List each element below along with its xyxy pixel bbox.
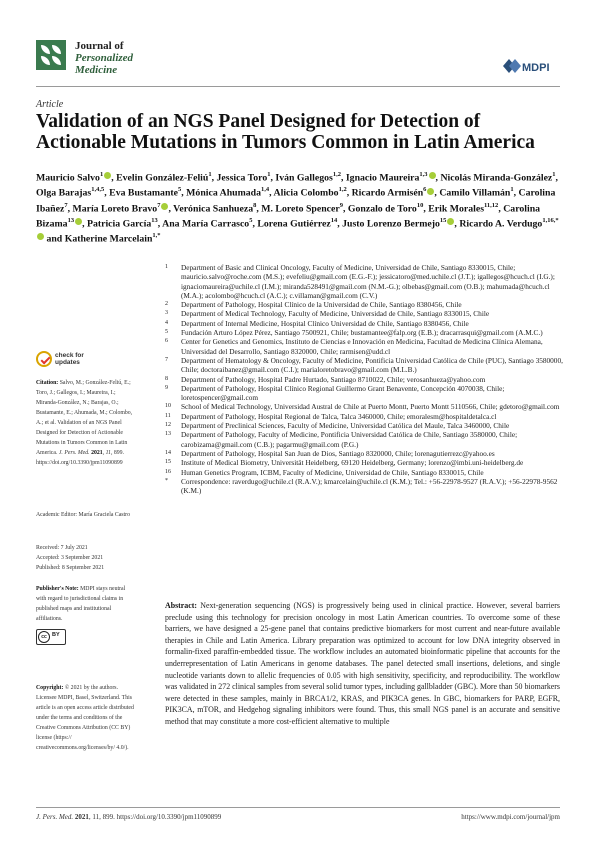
author-name[interactable]: Mauricio Salvo bbox=[36, 172, 100, 184]
abstract-label: Abstract: bbox=[165, 601, 197, 610]
footer-journal: J. Pers. Med. bbox=[36, 813, 74, 821]
author-name[interactable]: Ricardo Armisén bbox=[351, 187, 424, 199]
affiliation-item bbox=[165, 319, 565, 328]
check-updates-label: check for updates bbox=[55, 352, 84, 366]
author-affiliation-marker: 13 bbox=[151, 216, 158, 224]
affiliation-text: Department of Pathology, Hospital Clínico Regional Guillermo Grant Benavente, Concepción 4070038, Chile; loretospencer@gmail.com bbox=[181, 383, 505, 403]
author-affiliation-marker: 1,4 bbox=[261, 186, 270, 194]
affiliation-item bbox=[165, 300, 565, 309]
affiliation-number: 8 bbox=[165, 375, 168, 382]
author-name[interactable]: Justo Lorenzo Bermejo bbox=[342, 218, 440, 230]
footer-journal-link[interactable]: https://www.mdpi.com/journal/jpm bbox=[461, 813, 560, 821]
publisher-note-text: MDPI stays neutral with regard to jurisdictional claims in published maps and institutional affiliations. bbox=[36, 586, 126, 622]
affiliation-item bbox=[165, 421, 565, 430]
journal-name[interactable] bbox=[75, 40, 195, 76]
by-icon: BY bbox=[52, 632, 60, 638]
author-affiliation-marker: 1 bbox=[552, 171, 556, 178]
affiliation-text: Human Genetics Program, ICBM, Faculty of Medicine, Universidad de Chile, Santiago 8330015, Chile bbox=[181, 467, 484, 477]
affiliation-text: School of Medical Technology, Universidad Austral de Chile at Puerto Montt, Puerto Montt 5110566, Chile; gdetoro@gmail.com bbox=[181, 402, 560, 412]
published-date: Published: 8 September 2021 bbox=[36, 565, 105, 571]
abstract-text: Next-generation sequencing (NGS) is progressively being used in clinical practice. However, several barriers preclude using this technology for precision oncology in most Latin American countries. To overcome some of these barriers, we have designed a 25-gene panel that contains predictive biomarkers for most current and near-future available therapies in Chile and Latin America. Library preparation was optimized to account for low DNA integrity observed in formalin-fixed paraffin-embedded tissue. The workflow includes an automated bioinformatic pipeline that accounts for the underrepresentation of Latin Americans in genome databases. The panel detected small insertions, deletions, and single nucleotide variants down to allelic frequencies of 0.05 with high sensitivity, specificity, and reproducibility. The workflow was validated in 272 clinical samples from several solid tumor types, including gallbladder (GBC). More than 50 biomarkers were detected in these samples, mainly in BRCA1/2, KRAS, and PIK3CA genes. In GBC, biomarkers for PARP, EGFR, PIK3CA, mTOR, and Hedgehog signaling inhibitors were found. Thus, this small NGS panel is an accurate and sensitive method that may constitute a more cost-efficient alternative to multiple bbox=[165, 601, 560, 726]
article-type: Article bbox=[36, 99, 64, 110]
author-affiliation-marker: 1 bbox=[99, 171, 104, 178]
author-affiliation-marker: 5 bbox=[178, 186, 182, 194]
author-affiliation-marker: 13 bbox=[67, 216, 75, 224]
author-name[interactable]: Patricia García bbox=[86, 218, 152, 230]
affiliation-item bbox=[165, 384, 565, 403]
author-affiliation-marker: 8 bbox=[253, 201, 257, 209]
affiliation-text: Institute of Medical Biometry, Universität Heidelberg, 69120 Heidelberg, Germany; lorenzo@imbi.uni-heidelberg.de bbox=[181, 458, 524, 468]
author-affiliation-marker: 1 bbox=[510, 186, 514, 194]
author-affiliation-marker: 9 bbox=[339, 201, 343, 209]
header-divider bbox=[36, 86, 560, 87]
affiliation-text: Department of Preclinical Sciences, Faculty of Medicine, Universidad Católica del Maule, Talca 3460000, Chile bbox=[181, 421, 510, 431]
affiliation-text: Department of Pathology, Hospital Regional de Talca, Talca 3460000, Chile; emoralesm@hospitaldetalca.cl bbox=[181, 411, 497, 421]
affiliation-list bbox=[165, 263, 565, 495]
affiliation-text: Department of Medical Technology, Faculty of Medicine, Universidad de Chile, Santiago 8330015, Chile bbox=[181, 309, 490, 319]
affiliation-number: 14 bbox=[165, 449, 171, 456]
author-affiliation-marker: 1,2 bbox=[338, 186, 347, 194]
affiliation-item bbox=[165, 328, 565, 337]
affiliation-item bbox=[165, 468, 565, 477]
affiliation-item bbox=[165, 449, 565, 458]
author-name[interactable]: Evelin González-Feliú bbox=[116, 172, 209, 184]
journal-logo bbox=[36, 40, 66, 70]
author-name[interactable]: M. Loreto Spencer bbox=[261, 202, 340, 214]
orcid-icon[interactable] bbox=[427, 188, 434, 195]
affiliation-item bbox=[165, 356, 565, 375]
copyright-block bbox=[36, 683, 136, 753]
dates-block bbox=[36, 543, 136, 573]
affiliation-item bbox=[165, 337, 565, 356]
author-affiliation-marker: 1,3 bbox=[419, 171, 428, 178]
footer-year: 2021 bbox=[74, 813, 89, 821]
affiliation-number: 15 bbox=[165, 459, 171, 466]
footer-citation bbox=[36, 813, 221, 821]
author-affiliation-marker: 15 bbox=[439, 216, 447, 224]
author-affiliation-marker: 10 bbox=[416, 201, 424, 209]
author-name[interactable]: Eva Bustamante bbox=[109, 187, 179, 199]
journal-name-line1: Journal of bbox=[75, 40, 124, 52]
page-title: Validation of an NGS Panel Designed for Detection of Actionable Mutations in Tumors Common in Latin America bbox=[36, 111, 535, 153]
author-name[interactable]: Ignacio Maureira bbox=[345, 172, 420, 184]
orcid-icon[interactable] bbox=[429, 172, 436, 179]
orcid-icon[interactable] bbox=[75, 218, 82, 225]
affiliation-text: Department of Hematology & Oncology, Faculty of Medicine, Pontificia Universidad Católica de Chile (PUC), Santiago 3580000, Chile; doctoraibanez@gmail.com (C.I.); marialoretobravo@gmail.com (M.L.B.) bbox=[181, 355, 563, 375]
author-name[interactable]: Carolina Ibañez bbox=[36, 187, 556, 214]
affiliation-number: 7 bbox=[165, 356, 168, 363]
affiliation-item bbox=[165, 309, 565, 318]
affiliation-text: Department of Pathology, Hospital San Juan de Dios, Santiago 8320000, Chile; lorenagutierrezc@yahoo.es bbox=[181, 448, 495, 458]
received-date: Received: 7 July 2021 bbox=[36, 545, 88, 551]
affiliation-number: 5 bbox=[165, 329, 168, 336]
author-name[interactable]: Ricardo A. Verdugo bbox=[459, 218, 543, 230]
affiliation-number: 4 bbox=[165, 319, 168, 326]
author-affiliation-marker: 1,2 bbox=[332, 171, 341, 178]
orcid-icon[interactable] bbox=[447, 218, 454, 225]
affiliation-number: * bbox=[165, 477, 168, 484]
citation-year: 2021 bbox=[91, 450, 103, 456]
mdpi-logo-text: MDPI bbox=[522, 62, 550, 74]
academic-editor: Academic Editor: María Graciela Castro bbox=[36, 512, 130, 518]
author-name[interactable]: Mónica Ahumada bbox=[186, 187, 262, 199]
affiliation-item bbox=[165, 458, 565, 467]
author-name[interactable]: Verónica Sanhueza bbox=[173, 202, 254, 214]
affiliation-text: Department of Pathology, Hospital Padre Hurtado, Santiago 8710022, Chile; verosanhueza@yahoo.com bbox=[181, 374, 486, 384]
author-affiliation-marker: 1,16,* bbox=[542, 216, 559, 224]
author-name[interactable]: Nicolás Miranda-González bbox=[440, 172, 553, 184]
author-affiliation-marker: 14 bbox=[330, 216, 338, 224]
author-affiliation-marker: 7 bbox=[64, 201, 68, 209]
journal-name-line2: Personalized bbox=[75, 52, 134, 64]
copyright-label: Copyright: bbox=[36, 685, 64, 691]
orcid-icon[interactable] bbox=[104, 172, 111, 179]
author-affiliation-marker: 7 bbox=[157, 201, 161, 209]
footer-divider bbox=[36, 807, 560, 808]
affiliation-item bbox=[165, 402, 565, 411]
mdpi-logo[interactable] bbox=[500, 55, 558, 77]
author-name[interactable]: Jessica Toro bbox=[216, 172, 268, 184]
affiliation-item bbox=[165, 477, 565, 496]
footer-doi-link[interactable]: , 11, 899. https://doi.org/10.3390/jpm11090899 bbox=[88, 813, 222, 821]
affiliation-text: Fundación Arturo López Pérez, Santiago 7500921, Chile; bustamantee@falp.org (E.B.); dracarrasqui@gmail.com (A.M.C.) bbox=[181, 328, 543, 338]
publisher-note-label: Publisher's Note: bbox=[36, 586, 79, 592]
affiliation-item bbox=[165, 412, 565, 421]
affiliation-number: 6 bbox=[165, 338, 168, 345]
affiliation-item bbox=[165, 375, 565, 384]
check-for-updates-button[interactable] bbox=[36, 351, 96, 371]
author-list: Mauricio Salvo$^1$ , Evelin González-Feliú$^1$, Jessica Toro$^1$, Iván Gallegos$^{1,2}$, Ignacio Maureira$^{1,3}$ , Nicolás Miranda-González$^1$, Olga Barajas$^{1,4,5}$, Eva Bustamante$^5$, Mónica Ahumada$^{1,4}$, Alicia Colombo$^{1,2}$, Ricardo Armisén$^6$ , Camilo Villamán$^1$, Carolina Ibañez$^7$, María Loreto Bravo$^7$ , Verónica Sanhueza$^8$, M. Loreto Spencer$^9$, Gonzalo de Toro$^{10}$, Erik Morales$^{11,12}$, Carolina Bizama$^{13}$ , Patricia García$^{13}$, Ana María Carrasco$^5$, Lorena Gutiérrez$^{14}$, Justo Lorenzo Bermejo$^{15}$ , Ricardo A. Verdugo$^{1,16,*}$ and Katherine Marcelain$^{1,*}$ bbox=[36, 171, 559, 245]
affiliation-number: 13 bbox=[165, 431, 171, 438]
author-name[interactable]: Alicia Colombo bbox=[273, 187, 339, 199]
author-name[interactable]: Katherine Marcelain bbox=[64, 233, 153, 245]
citation-doi-link[interactable]: , 899. https://doi.org/10.3390/jpm11090899 bbox=[36, 450, 124, 466]
author-name[interactable]: Olga Barajas bbox=[36, 187, 92, 199]
author-affiliation-marker: 1 bbox=[208, 171, 212, 178]
affiliation-text: Department of Pathology, Faculty of Medicine, Pontificia Universidad Católica de Chile, Santiago 3580000, Chile; carobizama@gmail.com (C.B.); pagarmu@gmail.com (P.G.) bbox=[181, 430, 518, 449]
cc-by-license-icon[interactable] bbox=[36, 629, 66, 645]
author-name[interactable]: Erik Morales bbox=[428, 202, 485, 214]
author-affiliation-marker: 1,* bbox=[152, 232, 161, 240]
affiliation-text: Correspondence: raverdugo@uchile.cl (R.A.V.); kmarcelain@uchile.cl (K.M.); Tel.: +56-22978-9527 (R.A.V.); +56-22978-9562 (K.M.) bbox=[181, 476, 558, 496]
affiliation-text: Department of Pathology, Hospital Clínico de la Universidad de Chile, Santiago 8380456, Chile bbox=[181, 300, 462, 310]
accepted-date: Accepted: 3 September 2021 bbox=[36, 555, 104, 561]
affiliation-text: Department of Internal Medicine, Hospital Clínico Universidad de Chile, Santiago 8380456, Chile bbox=[181, 318, 469, 328]
citation-journal: J. Pers. Med. bbox=[58, 450, 90, 456]
author-affiliation-marker: 1 bbox=[267, 171, 271, 178]
citation-label: Citation: bbox=[36, 380, 59, 386]
affiliation-number: 11 bbox=[165, 412, 171, 419]
citation-text: Salvo, M.; González-Feliú, E.; Toro, J.; Gallegos, I.; Maureira, I.; Miranda-González, N.; Barajas, O.; Bustamante, E.; Ahumada, M.; Colombo, A.; et al. Validation of an NGS Panel Designed for Detection of Actionable Mutations in Tumors Common in Latin America. bbox=[36, 380, 133, 456]
affiliation-number: 2 bbox=[165, 301, 168, 308]
copyright-text: © 2021 by the authors. Licensee MDPI, Basel, Switzerland. This article is an open access article distributed under the terms and conditions of the Creative Commons Attribution (CC BY) license (https:// creativecommons.org/licenses/by/ 4.0/). bbox=[36, 685, 134, 751]
affiliation-number: 16 bbox=[165, 468, 171, 475]
author-affiliation-marker: 5 bbox=[249, 216, 253, 224]
cc-icon: cc bbox=[38, 631, 50, 643]
affiliation-number: 9 bbox=[165, 384, 168, 391]
author-affiliation-marker: 1,4,5 bbox=[91, 186, 105, 194]
affiliation-number: 3 bbox=[165, 310, 168, 317]
author-name[interactable]: Carolina Bizama bbox=[36, 202, 541, 230]
author-name[interactable]: María Loreto Bravo bbox=[72, 202, 158, 214]
author-name[interactable]: Iván Gallegos bbox=[275, 172, 333, 184]
abstract bbox=[165, 600, 560, 728]
author-affiliation-marker: 11,12 bbox=[484, 201, 499, 209]
affiliation-item bbox=[165, 430, 565, 449]
author-name[interactable]: Camilo Villamán bbox=[439, 187, 511, 199]
affiliation-item bbox=[165, 263, 565, 300]
orcid-icon[interactable] bbox=[161, 203, 168, 210]
author-name[interactable]: Ana María Carrasco bbox=[162, 218, 250, 230]
citation-block: Citation: Salvo, M.; González-Feliú, E.; Toro, J.; Gallegos, I.; Maureira, I.; Miranda-González, N.; Barajas, O.; Bustamante, E.; Ahumada, M.; Colombo, A.; et al. Validation of an NGS Panel Designed for Detection of Actionable Mutations in Tumors Common in Latin America. J. Pers. Med. 2021, 11, 899. https://doi.org/10.3390/jpm11090899 bbox=[36, 380, 133, 466]
publisher-note bbox=[36, 584, 136, 624]
citation-volume: 11 bbox=[105, 450, 111, 456]
check-updates-icon bbox=[36, 351, 52, 367]
journal-name-line3: Medicine bbox=[75, 64, 118, 76]
affiliation-text: Department of Basic and Clinical Oncology, Faculty of Medicine, Universidad de Chile, Santiago 8330015, Chile; mauricio.salvo@roche.com (M.S.); evefeliu@gmail.com (E.G.-F.); jessicatoro@med.uchile.cl (J.T.); igallegos@hcuch.cl (I.G.); ignaciomaureira@uchile.cl (I.M.); miranda528491@gmail.com (N.M.-G.); olbebas@gmail.com (O.B.); mahumada@hcuch.cl (M.A.); acolombo@hcuch.cl (A.C.); c.villaman@gmail.com (C.V.) bbox=[181, 263, 555, 300]
orcid-icon[interactable] bbox=[37, 233, 44, 240]
affiliation-number: 12 bbox=[165, 422, 171, 429]
author-name[interactable]: Lorena Gutiérrez bbox=[257, 218, 331, 230]
author-name[interactable]: Gonzalo de Toro bbox=[347, 202, 417, 214]
author-affiliation-marker: 6 bbox=[423, 186, 427, 194]
affiliation-text: Center for Genetics and Genomics, Instituto de Ciencias e Innovación en Medicina, Facultad de Medicina Clínica Alemana, Universidad del Desarrollo, Santiago 8320000, Chile; rarmisen@udd.cl bbox=[181, 337, 543, 356]
affiliation-number: 10 bbox=[165, 403, 171, 410]
affiliation-number: 1 bbox=[165, 264, 168, 270]
